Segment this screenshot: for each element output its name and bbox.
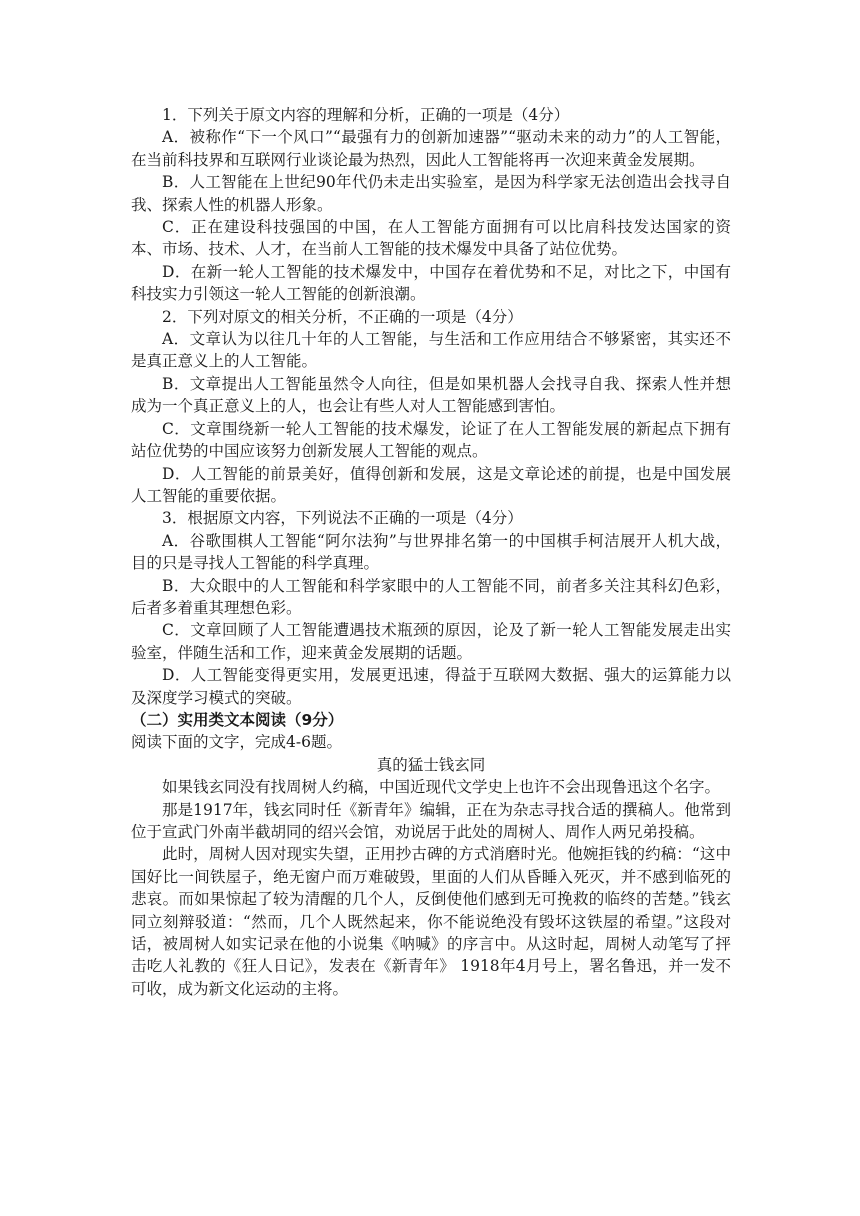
question-2-option-c: C．文章围绕新一轮人工智能的技术爆发，论证了在人工智能发展的新起点下拥有站位优势的中国应该努力创新发展人工智能的观点。 xyxy=(131,419,731,461)
exam-page xyxy=(131,104,731,1000)
article-paragraph: 此时，周树人因对现实失望，正用抄古碑的方式消磨时光。他婉拒钱的约稿：“这中国好比一间铁屋子，绝无窗户而万难破毁，里面的人们从昏睡入死灭，并不感到临死的悲哀。而如果惊起了较为清醒的几个人，反倒使他们感到无可挽救的临终的苦楚。”钱玄同立刻辩驳道：“然而，几个人既然起来，你不能说绝没有毁坏这铁屋的希望。”这段对话，被周树人如实记录在他的小说集《呐喊》的序言中。从这时起，周树人动笔写了抨击吃人礼教的《狂人日记》，发表在《新青年》 1918年4月号上，署名鲁迅，并一发不可收，成为新文化运动的主将。 xyxy=(131,845,731,998)
question-1-option-c: C．正在建设科技强国的中国，在人工智能方面拥有可以比肩科技发达国家的资本、市场、技术、人才，在当前人工智能的技术爆发中具备了站位优势。 xyxy=(131,218,731,259)
question-1-option-a: A．被称作“下一个风口”“最强有力的创新加速器”“驱动未来的动力”的人工智能，在当前科技界和互联网行业谈论最为热烈，因此人工智能将再一次迎来黄金发展期。 xyxy=(131,128,731,169)
question-3-stem: 3．根据原文内容，下列说法不正确的一项是（4分） xyxy=(162,509,523,528)
question-3-option-a: A．谷歌围棋人工智能“阿尔法狗”与世界排名第一的中国棋手柯洁展开人机大战，目的只是寻找人工智能的科学真理。 xyxy=(131,531,731,573)
section-title: （二）实用类文本阅读（9分） xyxy=(131,710,344,729)
question-2-stem: 2．下列对原文的相关分析，不正确的一项是（4分） xyxy=(162,307,523,326)
question-3-option-d: D．人工智能变得更实用，发展更迅速，得益于互联网大数据、强大的运算能力以及深度学习模式的突破。 xyxy=(131,666,731,707)
question-2-option-b: B．文章提出人工智能虽然令人向往，但是如果机器人会找寻自我、探索人性并想成为一个真正意义上的人，也会让有些人对人工智能感到害怕。 xyxy=(131,374,731,416)
article-paragraph: 如果钱玄同没有找周树人约稿，中国近现代文学史上也许不会出现鲁迅这个名字。 xyxy=(162,778,721,797)
question-1-stem: 1．下列关于原文内容的理解和分析，正确的一项是（4分） xyxy=(162,106,570,124)
article-paragraph: 那是1917年，钱玄同时任《新青年》编辑，正在为杂志寻找合适的撰稿人。他常到位于宣武门外南半截胡同的绍兴会馆，劝说居于此处的周树人、周作人两兄弟投稿。 xyxy=(131,800,731,841)
question-3-option-b: B．大众眼中的人工智能和科学家眼中的人工智能不同，前者多关注其科幻色彩，后者多着重其理想色彩。 xyxy=(131,576,731,617)
question-1-option-d: D．在新一轮人工智能的技术爆发中，中国存在着优势和不足，对比之下，中国有科技实力引领这一轮人工智能的创新浪潮。 xyxy=(131,262,731,304)
question-2-option-a: A．文章认为以往几十年的人工智能，与生活和工作应用结合不够紧密，其实还不是真正意义上的人工智能。 xyxy=(131,330,731,371)
question-2-option-d: D．人工智能的前景美好，值得创新和发展，这是文章论述的前提，也是中国发展人工智能的重要依据。 xyxy=(131,464,731,505)
question-1-option-b: B．人工智能在上世纪90年代仍未走出实验室，是因为科学家无法创造出会找寻自我、探索人性的机器人形象。 xyxy=(131,173,731,214)
article-title: 真的猛士钱玄同 xyxy=(376,755,486,774)
reading-instruction: 阅读下面的文字，完成4-6题。 xyxy=(131,733,342,752)
question-3-option-c: C．文章回顾了人工智能遭遇技术瓶颈的原因，论及了新一轮人工智能发展走出实验室，伴随生活和工作，迎来黄金发展期的话题。 xyxy=(131,621,731,662)
